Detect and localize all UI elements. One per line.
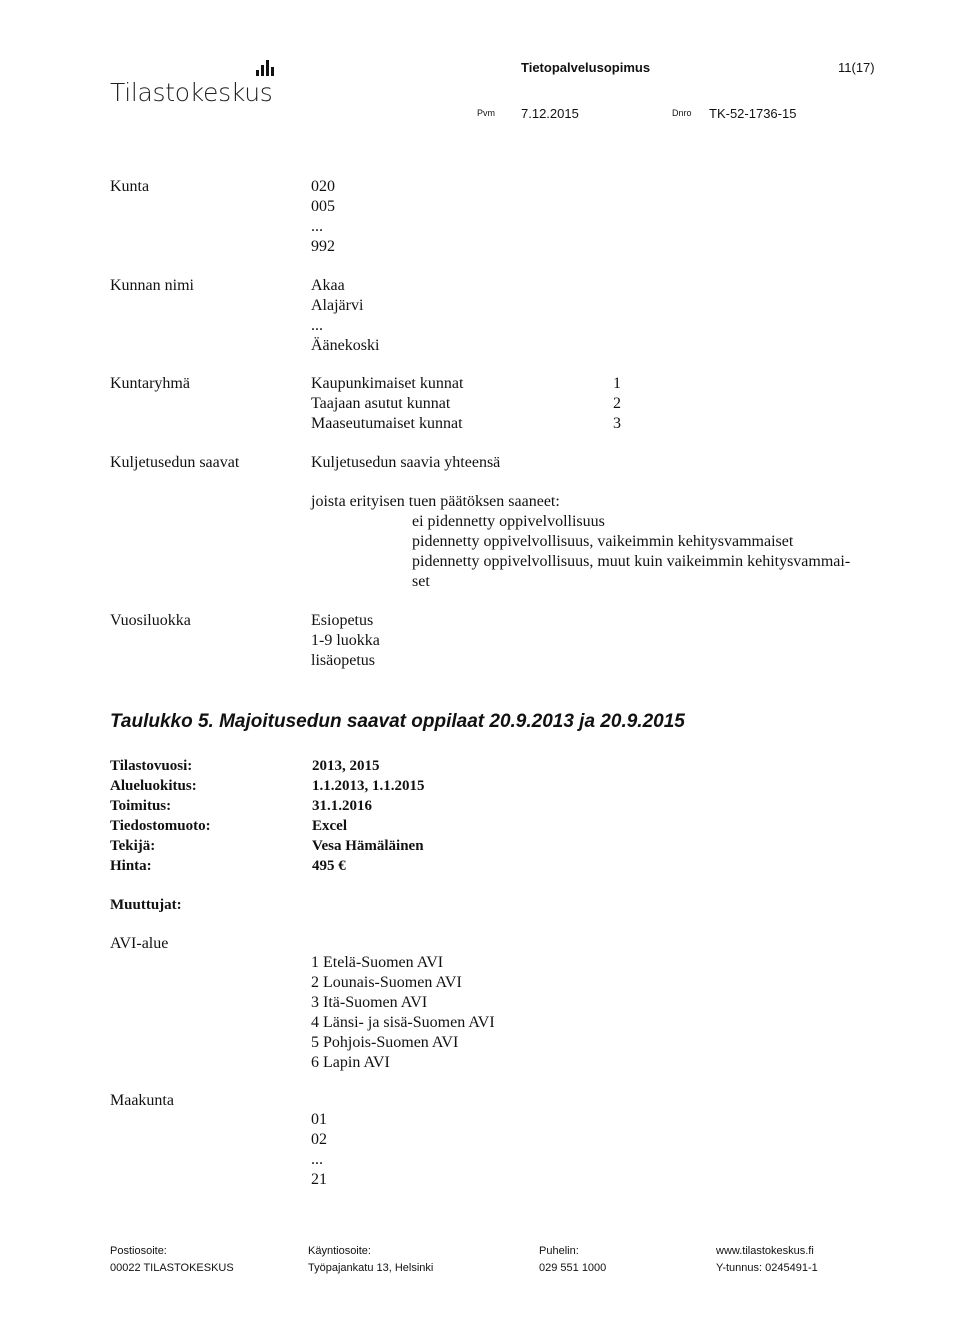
- meta-values: [312, 756, 425, 876]
- list-item: 01: [311, 1111, 327, 1128]
- muuttujat-heading: Muuttujat:: [110, 897, 182, 913]
- list-item: 4 Länsi- ja sisä-Suomen AVI: [311, 1014, 495, 1031]
- meta-label: Hinta:: [110, 858, 152, 874]
- list-item: 3 Itä-Suomen AVI: [311, 994, 428, 1011]
- list-item: 21: [311, 1171, 327, 1188]
- footer-value: Työpajankatu 13, Helsinki: [308, 1262, 434, 1274]
- meta-value: 1.1.2013, 1.1.2015: [312, 778, 425, 794]
- avi-label: AVI-alue: [110, 935, 169, 952]
- footer-postiosoite: [110, 1243, 234, 1277]
- list-item: 6 Lapin AVI: [311, 1054, 390, 1071]
- footer-contact: [716, 1243, 818, 1277]
- meta-value: 495 €: [312, 858, 346, 874]
- kuntaryhma-label: Kuntaryhmä: [110, 375, 190, 392]
- list-item: Äänekoski: [311, 337, 380, 354]
- kunnan-nimi-label: Kunnan nimi: [110, 277, 194, 294]
- list-item: 3: [613, 415, 621, 432]
- list-item: 2 Lounais-Suomen AVI: [311, 974, 462, 991]
- meta-value: Excel: [312, 818, 347, 834]
- list-item: ...: [311, 1151, 323, 1168]
- vuosiluokka-values: [311, 611, 380, 671]
- kunta-label: Kunta: [110, 178, 150, 195]
- kunnan-nimi-values: [311, 276, 379, 356]
- kuljetus-sub-items: [412, 512, 850, 592]
- list-item: Alajärvi: [311, 297, 364, 314]
- maakunta-values: [311, 1110, 327, 1190]
- meta-label: Tekijä:: [110, 838, 156, 854]
- vuosiluokka-label: Vuosiluokka: [110, 612, 191, 629]
- list-item: 2: [613, 395, 621, 412]
- meta-labels: [110, 756, 211, 876]
- list-item: pidennetty oppivelvollisuus, muut kuin vaikeimmin kehitysvammai-: [412, 553, 851, 570]
- dnro-value: TK-52-1736-15: [709, 106, 797, 121]
- page-number: 11(17): [838, 60, 875, 75]
- kuljetus-label: Kuljetusedun saavat: [110, 454, 240, 471]
- list-item: ...: [311, 218, 323, 235]
- list-item: 020: [311, 178, 335, 195]
- footer-kayntiosoite: [308, 1243, 433, 1277]
- list-item: Akaa: [311, 277, 345, 294]
- list-item: 02: [311, 1131, 327, 1148]
- table-title: Taulukko 5. Majoitusedun saavat oppilaat 20.9.2013 ja 20.9.2015: [110, 711, 685, 732]
- list-item: Esiopetus: [311, 612, 374, 629]
- list-item: pidennetty oppivelvollisuus, vaikeimmin kehitysvammaiset: [412, 533, 794, 550]
- meta-value: Vesa Hämäläinen: [312, 838, 424, 854]
- meta-label: Alueluokitus:: [110, 778, 197, 794]
- kuljetus-sub-heading: joista erityisen tuen päätöksen saaneet:: [311, 493, 560, 510]
- kuntaryhma-names: [311, 374, 463, 434]
- list-item: Taajaan asutut kunnat: [311, 395, 451, 412]
- pvm-label: Pvm: [477, 108, 495, 118]
- footer-label: Puhelin:: [539, 1245, 579, 1257]
- footer-puhelin: [539, 1243, 606, 1277]
- list-item: ei pidennetty oppivelvollisuus: [412, 513, 605, 530]
- footer-label: Käyntiosoite:: [308, 1245, 371, 1257]
- kunta-values: [311, 177, 335, 257]
- maakunta-label: Maakunta: [110, 1092, 174, 1109]
- list-item: Kaupunkimaiset kunnat: [311, 375, 464, 392]
- meta-value: 31.1.2016: [312, 798, 372, 814]
- list-item: ...: [311, 317, 323, 334]
- footer-web: www.tilastokeskus.fi: [716, 1245, 814, 1257]
- pvm-value: 7.12.2015: [521, 106, 579, 121]
- meta-label: Toimitus:: [110, 798, 172, 814]
- meta-value: 2013, 2015: [312, 758, 380, 774]
- avi-values: [311, 953, 495, 1073]
- list-item: 992: [311, 238, 335, 255]
- logo-bars-icon: [256, 60, 274, 76]
- logo-text: Tilastokeskus: [110, 78, 273, 107]
- meta-label: Tilastovuosi:: [110, 758, 193, 774]
- document-title: Tietopalvelusopimus: [521, 60, 651, 75]
- footer-ytunnus: Y-tunnus: 0245491-1: [716, 1262, 818, 1274]
- meta-label: Tiedostomuoto:: [110, 818, 211, 834]
- list-item: 1: [613, 375, 621, 392]
- list-item: 5 Pohjois-Suomen AVI: [311, 1034, 459, 1051]
- footer-value: 029 551 1000: [539, 1262, 607, 1274]
- list-item: 1 Etelä-Suomen AVI: [311, 954, 444, 971]
- footer-label: Postiosoite:: [110, 1245, 167, 1257]
- dnro-label: Dnro: [672, 108, 692, 118]
- kuljetus-total: Kuljetusedun saavia yhteensä: [311, 454, 501, 471]
- list-item: Maaseutumaiset kunnat: [311, 415, 463, 432]
- list-item: set: [412, 573, 430, 590]
- list-item: 005: [311, 198, 335, 215]
- list-item: lisäopetus: [311, 652, 375, 669]
- kuntaryhma-codes: [613, 374, 621, 434]
- list-item: 1-9 luokka: [311, 632, 380, 649]
- footer-value: 00022 TILASTOKESKUS: [110, 1262, 234, 1274]
